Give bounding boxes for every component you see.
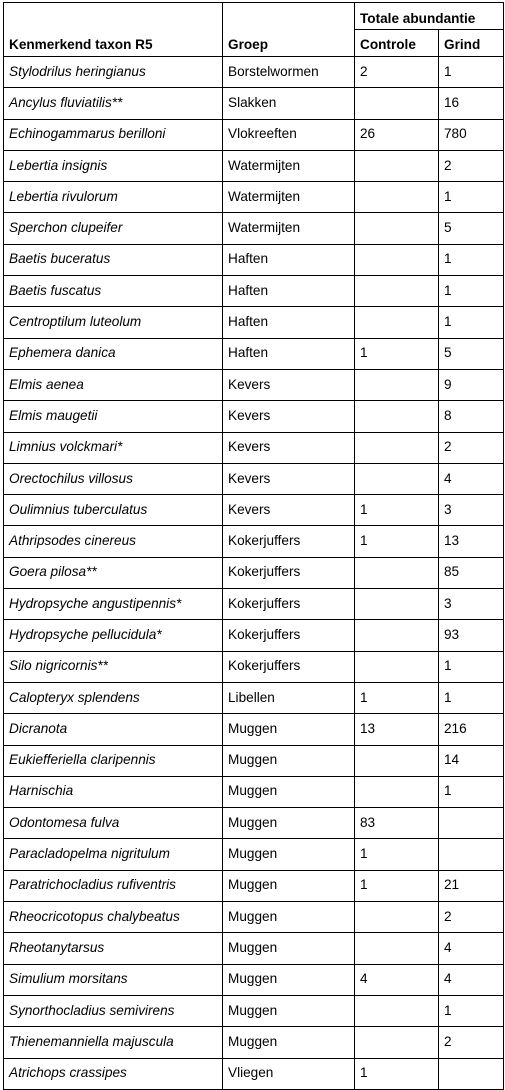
cell-groep: Haften (223, 244, 355, 275)
cell-groep: Watermijten (223, 213, 355, 244)
table-row (4, 714, 504, 745)
cell-grind: 1 (439, 651, 504, 682)
cell-grind: 3 (439, 495, 504, 526)
table-row (4, 57, 504, 88)
cell-grind (439, 808, 504, 839)
cell-controle (355, 557, 439, 588)
cell-controle (355, 307, 439, 338)
cell-grind (439, 839, 504, 870)
cell-taxon: Ancylus fluviatilis** (4, 88, 223, 119)
cell-controle: 1 (355, 338, 439, 369)
cell-taxon: Centroptilum luteolum (4, 307, 223, 338)
table-row (4, 620, 504, 651)
cell-grind: 1 (439, 776, 504, 807)
cell-taxon: Paracladopelma nigritulum (4, 839, 223, 870)
table-row (4, 745, 504, 776)
cell-taxon: Rheocricotopus chalybeatus (4, 902, 223, 933)
cell-controle: 2 (355, 57, 439, 88)
cell-controle (355, 463, 439, 494)
cell-groep: Watermijten (223, 150, 355, 181)
header-grind: Grind (439, 30, 504, 57)
cell-controle (355, 589, 439, 620)
table-row (4, 1027, 504, 1058)
cell-controle (355, 776, 439, 807)
table-row (4, 244, 504, 275)
cell-groep: Kokerjuffers (223, 526, 355, 557)
cell-groep: Libellen (223, 682, 355, 713)
cell-taxon: Thienemanniella majuscula (4, 1027, 223, 1058)
cell-controle (355, 933, 439, 964)
cell-groep: Kevers (223, 495, 355, 526)
table-row (4, 463, 504, 494)
cell-grind: 2 (439, 1027, 504, 1058)
cell-grind: 9 (439, 369, 504, 400)
cell-groep: Kevers (223, 432, 355, 463)
cell-taxon: Stylodrilus heringianus (4, 57, 223, 88)
table-row (4, 401, 504, 432)
cell-grind: 780 (439, 119, 504, 150)
cell-controle: 1 (355, 495, 439, 526)
table-row (4, 1058, 504, 1089)
cell-controle: 26 (355, 119, 439, 150)
table-body (4, 57, 504, 1090)
cell-controle (355, 620, 439, 651)
cell-taxon: Baetis fuscatus (4, 276, 223, 307)
cell-groep: Haften (223, 338, 355, 369)
cell-grind: 4 (439, 933, 504, 964)
cell-groep: Muggen (223, 933, 355, 964)
header-abundance-group: Totale abundantie (355, 3, 504, 30)
cell-grind: 4 (439, 964, 504, 995)
cell-grind: 5 (439, 213, 504, 244)
cell-grind: 1 (439, 307, 504, 338)
cell-controle: 83 (355, 808, 439, 839)
cell-taxon: Dicranota (4, 714, 223, 745)
cell-groep: Kokerjuffers (223, 620, 355, 651)
cell-controle: 1 (355, 1058, 439, 1089)
cell-taxon: Athripsodes cinereus (4, 526, 223, 557)
cell-taxon: Ephemera danica (4, 338, 223, 369)
cell-taxon: Simulium morsitans (4, 964, 223, 995)
cell-taxon: Elmis aenea (4, 369, 223, 400)
cell-groep: Muggen (223, 964, 355, 995)
cell-groep: Muggen (223, 776, 355, 807)
cell-grind: 216 (439, 714, 504, 745)
cell-grind: 5 (439, 338, 504, 369)
cell-grind: 16 (439, 88, 504, 119)
header-groep-spacer (223, 3, 355, 30)
cell-taxon: Hydropsyche pellucidula* (4, 620, 223, 651)
cell-controle: 13 (355, 714, 439, 745)
cell-taxon: Goera pilosa** (4, 557, 223, 588)
table-header (4, 3, 504, 57)
cell-groep: Kokerjuffers (223, 651, 355, 682)
cell-groep: Muggen (223, 1027, 355, 1058)
cell-grind: 93 (439, 620, 504, 651)
table-row (4, 369, 504, 400)
cell-controle (355, 213, 439, 244)
table-row (4, 276, 504, 307)
table-row (4, 776, 504, 807)
cell-grind: 2 (439, 902, 504, 933)
cell-grind: 14 (439, 745, 504, 776)
cell-grind: 85 (439, 557, 504, 588)
cell-controle (355, 150, 439, 181)
cell-controle (355, 88, 439, 119)
cell-grind: 8 (439, 401, 504, 432)
cell-grind: 2 (439, 150, 504, 181)
cell-grind: 1 (439, 244, 504, 275)
cell-taxon: Lebertia rivulorum (4, 182, 223, 213)
cell-grind: 1 (439, 276, 504, 307)
table-row (4, 839, 504, 870)
cell-grind: 13 (439, 526, 504, 557)
cell-controle: 1 (355, 682, 439, 713)
table-row (4, 526, 504, 557)
cell-groep: Borstelwormen (223, 57, 355, 88)
cell-groep: Kokerjuffers (223, 557, 355, 588)
cell-grind: 2 (439, 432, 504, 463)
cell-taxon: Orectochilus villosus (4, 463, 223, 494)
table-row (4, 682, 504, 713)
table-row (4, 150, 504, 181)
cell-taxon: Limnius volckmari* (4, 432, 223, 463)
cell-taxon: Lebertia insignis (4, 150, 223, 181)
cell-controle: 1 (355, 839, 439, 870)
cell-taxon: Harnischia (4, 776, 223, 807)
cell-groep: Kevers (223, 369, 355, 400)
table-row (4, 651, 504, 682)
cell-groep: Slakken (223, 88, 355, 119)
cell-taxon: Baetis buceratus (4, 244, 223, 275)
cell-taxon: Rheotanytarsus (4, 933, 223, 964)
table-row (4, 902, 504, 933)
table-row (4, 933, 504, 964)
cell-controle (355, 182, 439, 213)
cell-groep: Kevers (223, 401, 355, 432)
cell-grind: 1 (439, 682, 504, 713)
cell-controle (355, 401, 439, 432)
cell-controle (355, 995, 439, 1026)
cell-groep: Kokerjuffers (223, 589, 355, 620)
table-row (4, 870, 504, 901)
cell-taxon: Oulimnius tuberculatus (4, 495, 223, 526)
header-groep: Groep (223, 30, 355, 57)
table-row (4, 808, 504, 839)
cell-taxon: Calopteryx splendens (4, 682, 223, 713)
cell-controle: 4 (355, 964, 439, 995)
cell-grind: 21 (439, 870, 504, 901)
cell-taxon: Paratrichocladius rufiventris (4, 870, 223, 901)
abundance-table (3, 2, 504, 1090)
cell-groep: Haften (223, 307, 355, 338)
table-row (4, 182, 504, 213)
cell-controle (355, 651, 439, 682)
cell-groep: Muggen (223, 902, 355, 933)
cell-grind: 1 (439, 995, 504, 1026)
cell-grind: 1 (439, 57, 504, 88)
header-taxon-spacer (4, 3, 223, 30)
cell-groep: Watermijten (223, 182, 355, 213)
cell-controle (355, 244, 439, 275)
cell-groep: Vliegen (223, 1058, 355, 1089)
cell-taxon: Odontomesa fulva (4, 808, 223, 839)
cell-groep: Vlokreeften (223, 119, 355, 150)
cell-taxon: Eukiefferiella claripennis (4, 745, 223, 776)
cell-controle: 1 (355, 870, 439, 901)
cell-groep: Muggen (223, 745, 355, 776)
table-row (4, 995, 504, 1026)
cell-groep: Kevers (223, 463, 355, 494)
header-taxon: Kenmerkend taxon R5 (4, 30, 223, 57)
cell-controle (355, 1027, 439, 1058)
cell-taxon: Echinogammarus berilloni (4, 119, 223, 150)
header-controle: Controle (355, 30, 439, 57)
cell-groep: Muggen (223, 714, 355, 745)
cell-controle (355, 369, 439, 400)
cell-controle: 1 (355, 526, 439, 557)
cell-taxon: Atrichops crassipes (4, 1058, 223, 1089)
table-row (4, 88, 504, 119)
table-row (4, 557, 504, 588)
cell-grind: 4 (439, 463, 504, 494)
table-row (4, 119, 504, 150)
header-row-bottom (4, 30, 504, 57)
cell-groep: Haften (223, 276, 355, 307)
header-row-top (4, 3, 504, 30)
cell-taxon: Sperchon clupeifer (4, 213, 223, 244)
cell-groep: Muggen (223, 808, 355, 839)
cell-grind: 1 (439, 182, 504, 213)
cell-controle (355, 432, 439, 463)
cell-taxon: Silo nigricornis** (4, 651, 223, 682)
cell-taxon: Elmis maugetii (4, 401, 223, 432)
cell-controle (355, 902, 439, 933)
cell-controle (355, 745, 439, 776)
table-row (4, 589, 504, 620)
cell-groep: Muggen (223, 995, 355, 1026)
cell-taxon: Synorthocladius semivirens (4, 995, 223, 1026)
cell-grind (439, 1058, 504, 1089)
cell-groep: Muggen (223, 839, 355, 870)
cell-taxon: Hydropsyche angustipennis* (4, 589, 223, 620)
cell-groep: Muggen (223, 870, 355, 901)
cell-controle (355, 276, 439, 307)
cell-grind: 3 (439, 589, 504, 620)
table-row (4, 338, 504, 369)
table-row (4, 432, 504, 463)
table-row (4, 964, 504, 995)
table-row (4, 495, 504, 526)
table-row (4, 213, 504, 244)
table-row (4, 307, 504, 338)
